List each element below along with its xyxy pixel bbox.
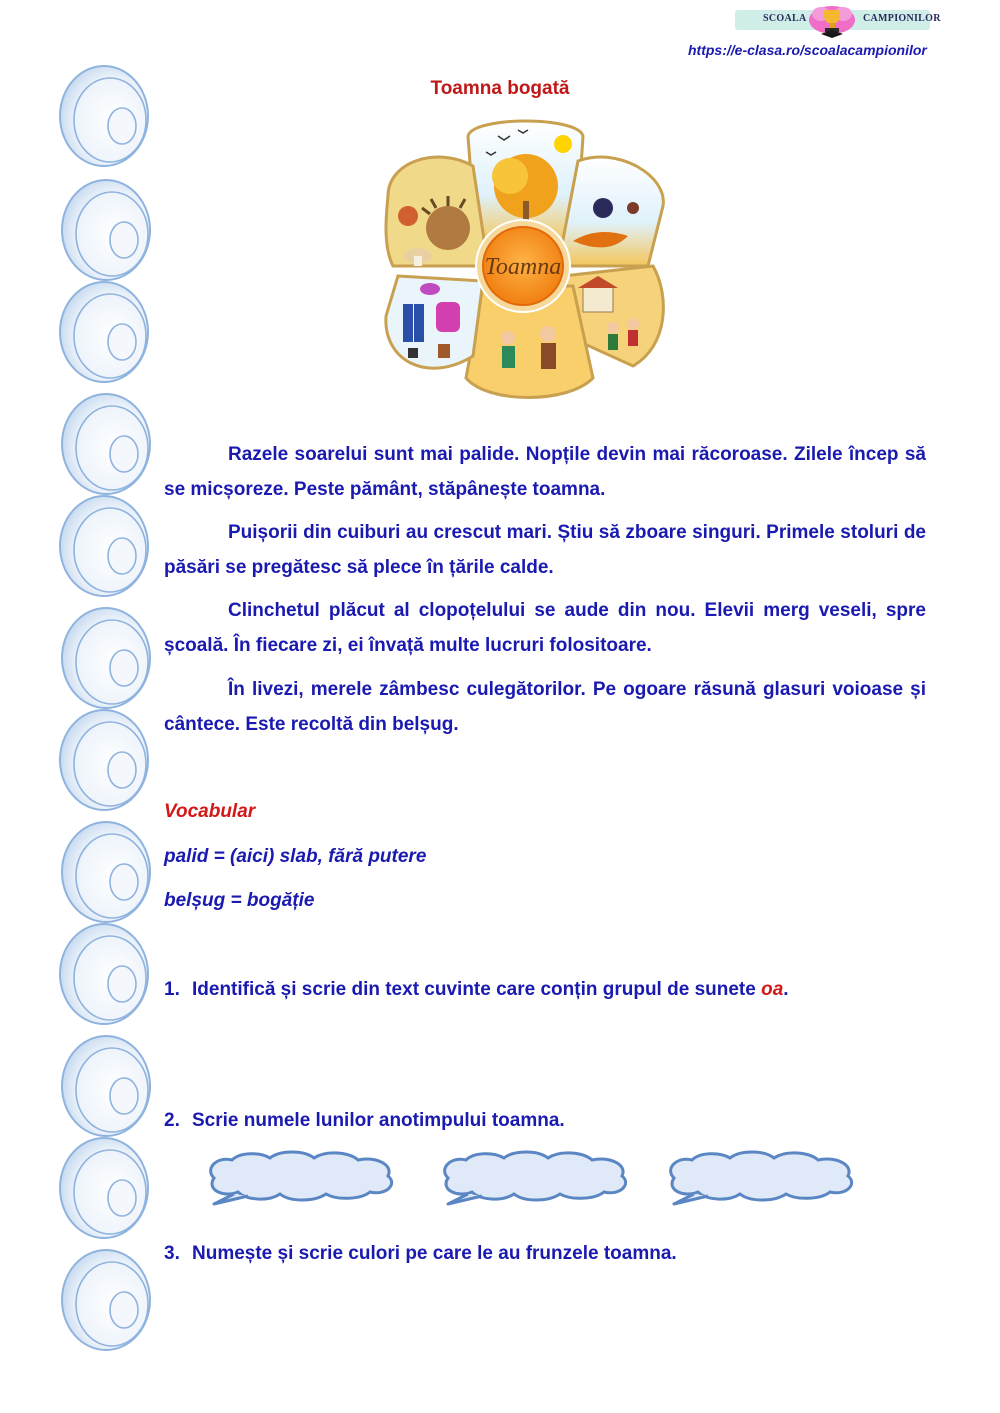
exercise-2 [164, 1103, 926, 1138]
exercise-text: Identifică și scrie din text cuvinte care conțin grupul de sunete [192, 979, 762, 1000]
autumn-flower-illustration [378, 116, 668, 406]
paragraph-2: Puișorii din cuiburi au crescut mari. Știu să zboare singuri. Primele stoluri de păsări se pregătesc să plece în țările calde. [164, 522, 926, 578]
squirrel-icon [398, 206, 418, 226]
binder-ring [60, 924, 148, 1024]
binder-ring [62, 1250, 150, 1350]
boots-icon [408, 348, 418, 358]
exercise-highlight: oa [761, 979, 784, 1000]
vocabulary-entry: palid = (aici) slab, fără putere [164, 846, 427, 867]
paragraph-4: În livezi, merele zâmbesc culegătorilor. Pe ogoare răsună glasuri voioase și cântece. Este recoltă din belșug. [164, 679, 926, 735]
vocabulary-heading: Vocabular [164, 801, 256, 822]
binder-ring [62, 1036, 150, 1136]
exercise-text-end: . [783, 979, 789, 1000]
exercise-text: Scrie numele lunilor anotimpului toamna. [192, 1110, 565, 1131]
jeans-icon [403, 304, 413, 342]
exercise-number: 2. [164, 1110, 180, 1131]
center-label: Toamna [484, 254, 562, 280]
binder-rings [58, 64, 158, 1354]
hedgehog-icon [426, 206, 470, 250]
page-title: Toamna bogată [430, 78, 570, 99]
source-url[interactable]: https://e-clasa.ro/scoalacampionilor [688, 42, 927, 58]
school-icon [583, 286, 613, 312]
exercise-3 [164, 1236, 926, 1271]
bird-icon [593, 198, 613, 218]
trophy-icon [807, 4, 857, 40]
logo-word-left: SCOALA [763, 13, 807, 24]
answer-cloud-1[interactable] [200, 1150, 400, 1208]
logo-word-right: CAMPIONILOR [863, 13, 941, 24]
binder-ring [62, 822, 150, 922]
paragraph-1: Razele soarelui sunt mai palide. Nopțile devin mai răcoroase. Zilele încep să se micșoreze. Peste pământ, stăpânește toamna. [164, 444, 926, 500]
exercise-number: 3. [164, 1243, 180, 1264]
school-logo [735, 4, 941, 40]
jacket-icon [436, 302, 460, 332]
binder-ring [62, 608, 150, 708]
exercise-1 [164, 972, 926, 1007]
binder-ring [60, 496, 148, 596]
children-icon [501, 331, 515, 345]
binder-ring [60, 282, 148, 382]
binder-ring [62, 180, 150, 280]
binder-ring [60, 1138, 148, 1238]
hat-icon [420, 283, 440, 295]
answer-cloud-3[interactable] [660, 1150, 860, 1208]
sun-icon [554, 135, 572, 153]
answer-cloud-2[interactable] [434, 1150, 634, 1208]
exercise-text: Numește și scrie culori pe care le au frunzele toamna. [192, 1243, 677, 1264]
paragraph-3: Clinchetul plăcut al clopoțelului se aude din nou. Elevii merg veseli, spre școală. În fiecare zi, ei învață multe lucruri folositoare. [164, 600, 926, 656]
binder-ring [60, 710, 148, 810]
exercise-number: 1. [164, 979, 180, 1000]
vocabulary-entry: belșug = bogăție [164, 890, 315, 911]
binder-ring [62, 394, 150, 494]
